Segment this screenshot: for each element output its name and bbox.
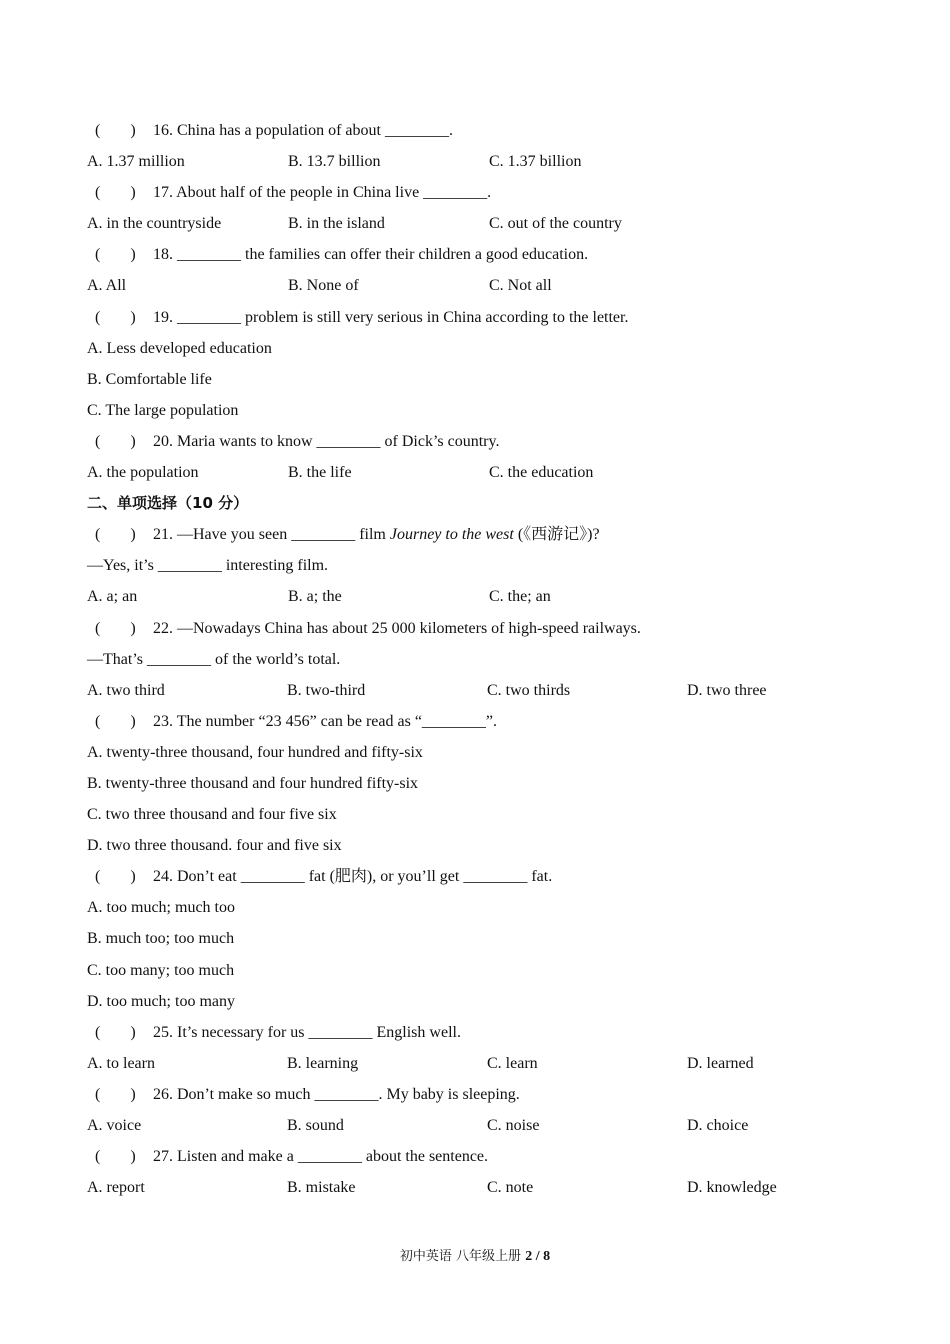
- answer-blank: ( ): [95, 1148, 136, 1166]
- question-stem: 19. ________ problem is still very serious in China according to the letter.: [153, 308, 629, 326]
- option-d: D. two three: [687, 681, 767, 699]
- question-20: [87, 426, 887, 457]
- option-a: A. too much; much too: [87, 899, 235, 917]
- option-a: A. a; an: [87, 588, 138, 606]
- question-stem: 18. ________ the families can offer their children a good education.: [153, 246, 589, 264]
- option-a: A. voice: [87, 1117, 142, 1134]
- options-row: [87, 1172, 887, 1203]
- question-stem: 17. About half of the people in China live ________.: [153, 184, 492, 202]
- question-16: [87, 115, 887, 146]
- question-22: [87, 613, 887, 644]
- option-d: D. learned: [687, 1054, 754, 1072]
- option-c: C. the education: [489, 464, 594, 482]
- question-stem: 22. —Nowadays China has about 25 000 kilometers of high-speed railways.: [153, 619, 641, 637]
- answer-blank: ( ): [95, 1085, 136, 1103]
- option-a: A. to learn: [87, 1054, 155, 1072]
- option-c: C. 1.37 billion: [489, 153, 582, 171]
- option-d: D. knowledge: [687, 1179, 777, 1197]
- answer-blank: ( ): [95, 184, 136, 202]
- options-row: [87, 457, 887, 488]
- question-18: [87, 239, 887, 270]
- options-row: [87, 675, 887, 706]
- option-c: C. learn: [487, 1054, 538, 1072]
- question-stem-end: (《西游记》)?: [513, 526, 600, 544]
- question-stem: 27. Listen and make a ________ about the sentence.: [153, 1148, 489, 1166]
- answer-blank: ( ): [95, 308, 136, 326]
- option-a: A. the population: [87, 464, 199, 482]
- options-row: [87, 146, 887, 177]
- answer-blank: ( ): [95, 712, 136, 730]
- answer-blank: ( ): [95, 619, 136, 637]
- option-b: B. the life: [288, 464, 352, 482]
- page-total: 8: [543, 1249, 551, 1264]
- option-a: A. Less developed education: [87, 339, 272, 357]
- question-stem: 25. It’s necessary for us ________ English well.: [153, 1023, 461, 1041]
- page-number: 2: [525, 1249, 533, 1264]
- options-row: [87, 1048, 887, 1079]
- option-c: C. out of the country: [489, 215, 622, 233]
- film-title: Journey to the west: [389, 526, 514, 544]
- option-d: D. too much; too many: [87, 992, 235, 1010]
- question-stem: 23. The number “23 456” can be read as “________”.: [153, 712, 498, 730]
- option-a: A. report: [87, 1179, 145, 1197]
- question-stem: 26. Don’t make so much ________. My baby is sleeping.: [153, 1085, 520, 1103]
- section-heading: 二、单项选择（10 分）: [87, 494, 249, 513]
- option-b: B. 13.7 billion: [288, 153, 381, 171]
- answer-blank: ( ): [95, 1023, 136, 1041]
- option-b: B. Comfortable life: [87, 370, 212, 388]
- option-c: C. too many; too much: [87, 961, 235, 979]
- option-b: B. a; the: [288, 588, 342, 606]
- page-content: [87, 115, 887, 1203]
- option-a: A. in the countryside: [87, 215, 222, 233]
- option-b: B. much too; too much: [87, 930, 235, 948]
- option-b: B. two-third: [287, 681, 366, 699]
- option-c: C. two thirds: [487, 681, 571, 699]
- page-separator: /: [532, 1249, 544, 1264]
- options-row: [87, 581, 887, 612]
- options-row: [87, 208, 887, 239]
- option-b: B. in the island: [288, 215, 385, 233]
- option-a: A. All: [87, 277, 127, 295]
- option-c: C. noise: [487, 1117, 540, 1134]
- answer-blank: ( ): [95, 868, 136, 886]
- answer-blank: ( ): [95, 122, 136, 139]
- option-b: B. sound: [287, 1117, 344, 1134]
- answer-blank: ( ): [95, 432, 136, 450]
- option-c: C. two three thousand and four five six: [87, 806, 337, 824]
- footer-subject: 初中英语 八年级上册: [399, 1249, 526, 1264]
- option-a: A. 1.37 million: [87, 153, 185, 171]
- option-a: A. twenty-three thousand, four hundred and fifty-six: [87, 743, 423, 761]
- option-c: C. Not all: [489, 277, 552, 295]
- option-d: D. two three thousand. four and five six: [87, 837, 342, 855]
- question-line-2: —That’s ________ of the world’s total.: [87, 650, 341, 668]
- question-stem: 21. —Have you seen ________ film: [153, 526, 390, 544]
- option-a: A. two third: [87, 681, 165, 699]
- question-17: [87, 177, 887, 208]
- options-row: [87, 1110, 887, 1141]
- option-b: B. mistake: [287, 1179, 356, 1197]
- option-b: B. learning: [287, 1054, 359, 1072]
- question-27: [87, 1141, 887, 1172]
- answer-blank: ( ): [95, 526, 136, 544]
- option-c: C. The large population: [87, 401, 239, 419]
- question-19: [87, 302, 887, 333]
- option-c: C. the; an: [489, 588, 551, 606]
- question-stem: 20. Maria wants to know ________ of Dick’s country.: [153, 432, 500, 450]
- option-d: D. choice: [687, 1117, 749, 1134]
- question-stem: 16. China has a population of about ________.: [153, 122, 453, 139]
- options-row: [87, 270, 887, 301]
- question-25: [87, 1017, 887, 1048]
- option-c: C. note: [487, 1179, 534, 1197]
- question-21: [87, 519, 887, 550]
- answer-blank: ( ): [95, 246, 136, 264]
- question-line-2: —Yes, it’s ________ interesting film.: [87, 557, 329, 575]
- question-23: [87, 706, 887, 737]
- question-26: [87, 1079, 887, 1110]
- option-b: B. twenty-three thousand and four hundred fifty-six: [87, 774, 419, 792]
- option-b: B. None of: [288, 277, 359, 295]
- page-footer: [0, 1245, 950, 1265]
- question-stem: 24. Don’t eat ________ fat (肥肉), or you’ll get ________ fat.: [153, 868, 553, 886]
- question-24: [87, 861, 887, 892]
